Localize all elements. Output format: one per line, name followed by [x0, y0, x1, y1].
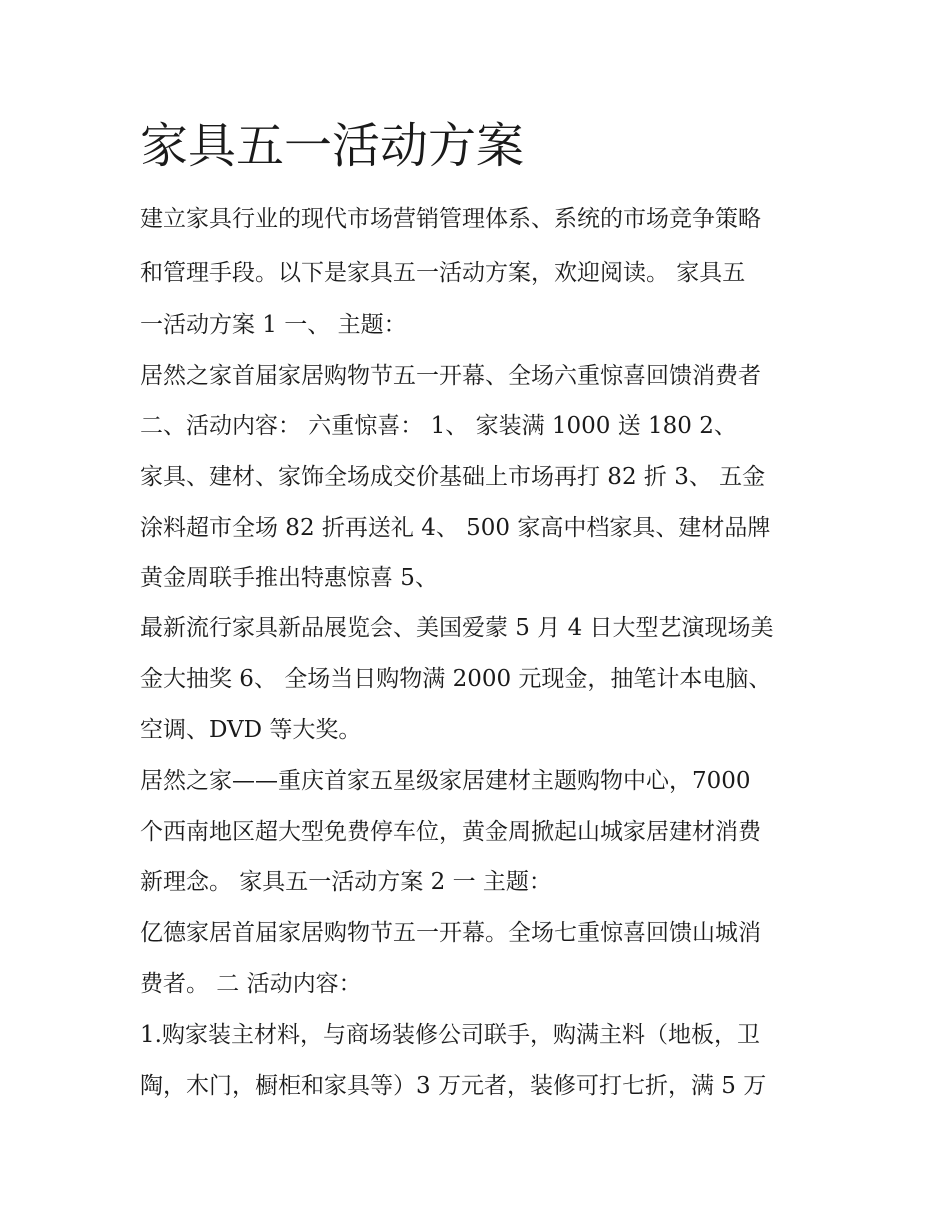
body-line: 金大抽奖 6、 全场当日购物满 2000 元现金，抽笔计本电脑、: [140, 666, 772, 692]
body-line: 涂料超市全场 82 折再送礼 4、 500 家高中档家具、建材品牌: [140, 515, 771, 541]
body-line: 个西南地区超大型免费停车位，黄金周掀起山城家居建材消费: [140, 819, 761, 845]
body-line: 费者。 二 活动内容：: [140, 971, 362, 997]
body-line: 和管理手段。以下是家具五一活动方案，欢迎阅读。 家具五: [140, 260, 746, 286]
body-line: 居然之家首届家居购物节五一开幕、全场六重惊喜回馈消费者: [140, 363, 761, 389]
body-line: 家具、建材、家饰全场成交价基础上市场再打 82 折 3、 五金: [140, 464, 766, 490]
body-line: 陶，木门，橱柜和家具等）3 万元者，装修可打七折，满 5 万: [140, 1073, 767, 1099]
document-title: 家具五一活动方案: [140, 118, 525, 174]
body-line: 居然之家——重庆首家五星级家居建材主题购物中心，7000: [140, 768, 751, 794]
body-line: 二、活动内容： 六重惊喜： 1、 家装满 1000 送 180 2、: [140, 413, 737, 439]
body-line: 黄金周联手推出特惠惊喜 5、: [140, 565, 438, 591]
body-line: 新理念。 家具五一活动方案 2 一 主题：: [140, 869, 552, 895]
body-line: 空调、DVD 等大奖。: [140, 717, 362, 743]
body-line: 亿德家居首届家居购物节五一开幕。全场七重惊喜回馈山城消: [140, 920, 761, 946]
body-line: 最新流行家具新品展览会、美国爱蒙 5 月 4 日大型艺演现场美: [140, 615, 774, 641]
body-line: 一活动方案 1 一、 主题：: [140, 312, 407, 338]
body-line: 建立家具行业的现代市场营销管理体系、系统的市场竞争策略: [140, 206, 761, 232]
body-line: 1.购家装主材料，与商场装修公司联手，购满主料（地板，卫: [140, 1022, 760, 1048]
